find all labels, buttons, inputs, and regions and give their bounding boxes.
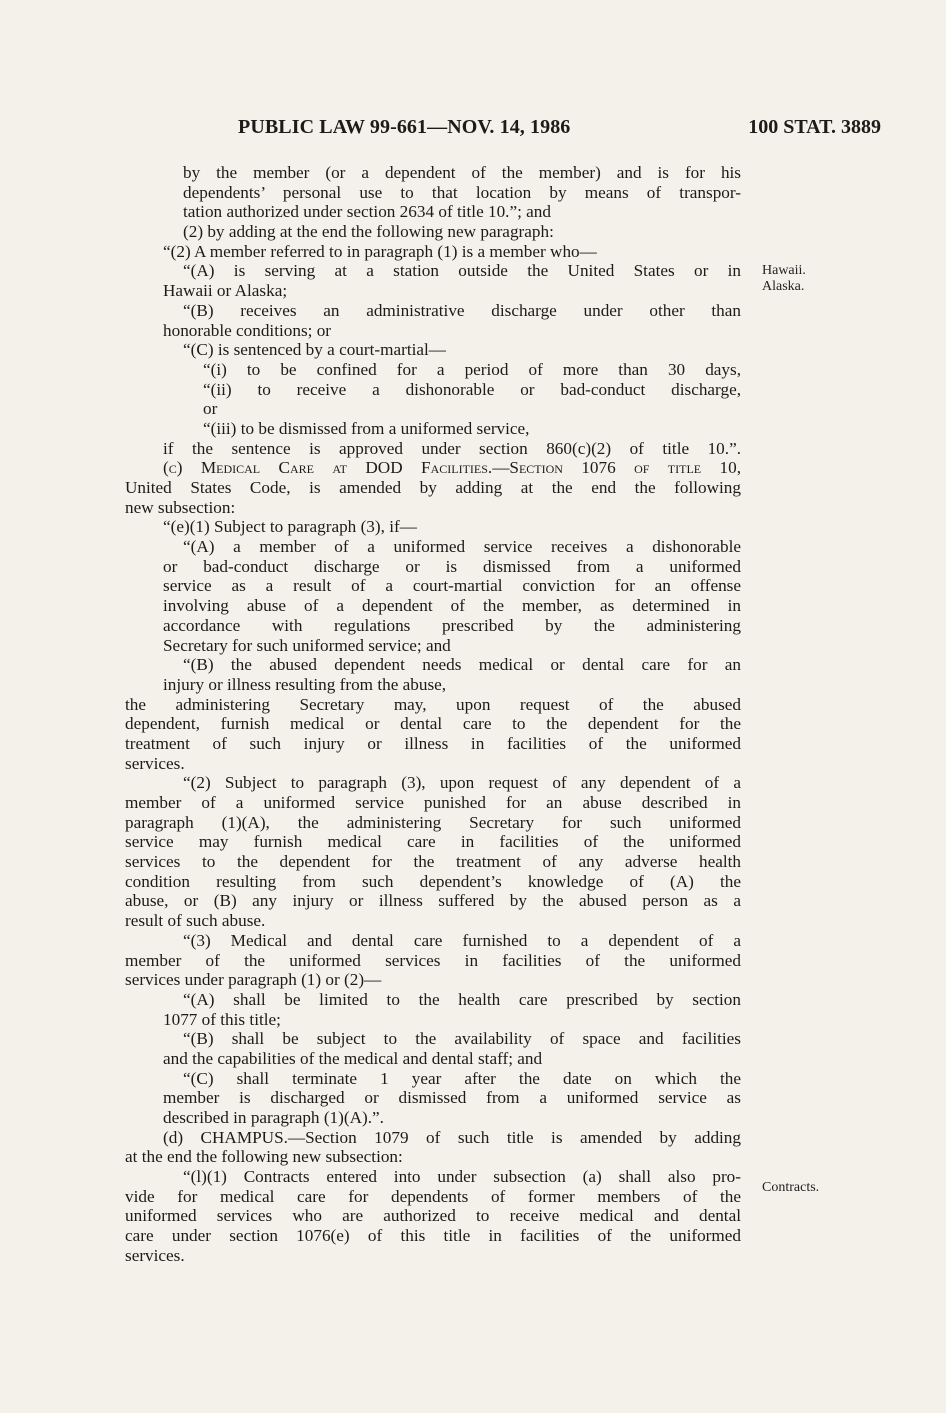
text-line: abuse, or (B) any injury or illness suffered by the abused person as a [125, 891, 741, 911]
text-line: United States Code, is amended by adding at the end the following [125, 478, 741, 497]
text-line: services. [125, 1245, 185, 1265]
text-line: injury or illness resulting from the abuse, [163, 674, 447, 694]
text-line: uniformed services who are authorized to receive medical and dental [125, 1206, 741, 1226]
margin-note-contracts: Contracts. [762, 1180, 820, 1195]
text-line: at the end the following new subsection: [125, 1147, 403, 1167]
text-line: by the member (or a dependent of the member) and is for his [183, 163, 741, 182]
text-line: “(l)(1) Contracts entered into under subsection (a) shall also pro- [183, 1167, 741, 1187]
margin-note-alaska: Alaska. [762, 279, 805, 294]
text-line: and the capabilities of the medical and dental staff; and [163, 1048, 543, 1068]
text-line: care under section 1076(e) of this title in facilities of the uniformed [125, 1226, 741, 1246]
text-line: condition resulting from such dependent’s knowledge of (A) the [125, 871, 741, 891]
text-line: “(ii) to receive a dishonorable or bad-conduct discharge, [203, 379, 741, 399]
text-line: result of such abuse. [125, 911, 266, 931]
text-line: vide for medical care for dependents of former members of the [125, 1186, 741, 1206]
page-header [125, 116, 881, 146]
text-line: Hawaii or Alaska; [163, 281, 288, 301]
text-line: paragraph (1)(A), the administering Secretary for such uniformed [125, 812, 741, 832]
text-line: new subsection: [125, 497, 236, 517]
text-line: “(2) A member referred to in paragraph (1) is a member who— [163, 241, 597, 261]
text-line: member of the uniformed services in facilities of the uniformed [125, 950, 741, 970]
text-line: dependents’ personal use to that location by means of transpor- [183, 182, 741, 202]
text-line: “(B) receives an administrative discharge under other than [183, 300, 741, 320]
text-line: honorable conditions; or [163, 320, 332, 340]
text-line: service as a result of a court-martial conviction for an offense [163, 576, 741, 596]
text-line: “(e)(1) Subject to paragraph (3), if— [163, 517, 417, 537]
text-line: “(i) to be confined for a period of more than 30 days, [203, 359, 741, 379]
text-line: “(C) is sentenced by a court-martial— [183, 340, 446, 360]
text-line: Secretary for such uniformed service; and [163, 635, 451, 655]
text-line: “(A) is serving at a station outside the United States or in [183, 261, 741, 281]
text-line: accordance with regulations prescribed by the administering [163, 615, 741, 635]
text-line: treatment of such injury or illness in facilities of the uniformed [125, 733, 741, 753]
text-line: “(A) shall be limited to the health care prescribed by section [183, 989, 741, 1009]
text-line: (2) by adding at the end the following new paragraph: [183, 222, 554, 242]
margin-note-hawaii: Hawaii. [762, 263, 806, 278]
text-line: “(A) a member of a uniformed service receives a dishonorable [183, 537, 741, 557]
text-line: tation authorized under section 2634 of title 10.”; and [183, 202, 551, 222]
text-line: “(2) Subject to paragraph (3), upon request of any dependent of a [183, 773, 741, 793]
text-line: involving abuse of a dependent of the member, as determined in [163, 596, 741, 616]
text-line: “(B) shall be subject to the availability of space and facilities [183, 1029, 741, 1049]
text-line: “(B) the abused dependent needs medical or dental care for an [183, 655, 741, 675]
text-line: “(iii) to be dismissed from a uniformed service, [203, 418, 530, 438]
law-title: PUBLIC LAW 99-661—NOV. 14, 1986 [238, 116, 571, 138]
statute-page-number: 100 STAT. 3889 [748, 116, 881, 138]
text-line: (c) Medical Care at DOD Facilities.—Section 1076 of title 10, [163, 458, 741, 478]
text-line: dependent, furnish medical or dental care to the dependent for the [125, 714, 741, 734]
text-line: service may furnish medical care in facilities of the uniformed [125, 832, 741, 852]
text-line: “(C) shall terminate 1 year after the date on which the [183, 1068, 741, 1088]
statute-text [125, 163, 741, 1266]
text-line: services to the dependent for the treatment of any adverse health [125, 852, 741, 872]
text-line: services under paragraph (1) or (2)— [125, 970, 382, 990]
text-line: described in paragraph (1)(A).”. [163, 1108, 384, 1127]
text-line: the administering Secretary may, upon request of the abused [125, 694, 741, 714]
text-line: (d) CHAMPUS.—Section 1079 of such title is amended by adding [163, 1127, 741, 1147]
text-line: member of a uniformed service punished for an abuse described in [125, 793, 741, 812]
text-line: or [203, 399, 218, 419]
text-line: services. [125, 753, 185, 773]
text-line: “(3) Medical and dental care furnished to a dependent of a [183, 930, 741, 950]
text-line: member is discharged or dismissed from a uniformed service as [163, 1088, 741, 1108]
text-line: if the sentence is approved under section 860(c)(2) of title 10.”. [163, 438, 741, 458]
text-line: 1077 of this title; [163, 1009, 281, 1029]
text-line: or bad-conduct discharge or is dismissed from a uniformed [163, 556, 741, 576]
